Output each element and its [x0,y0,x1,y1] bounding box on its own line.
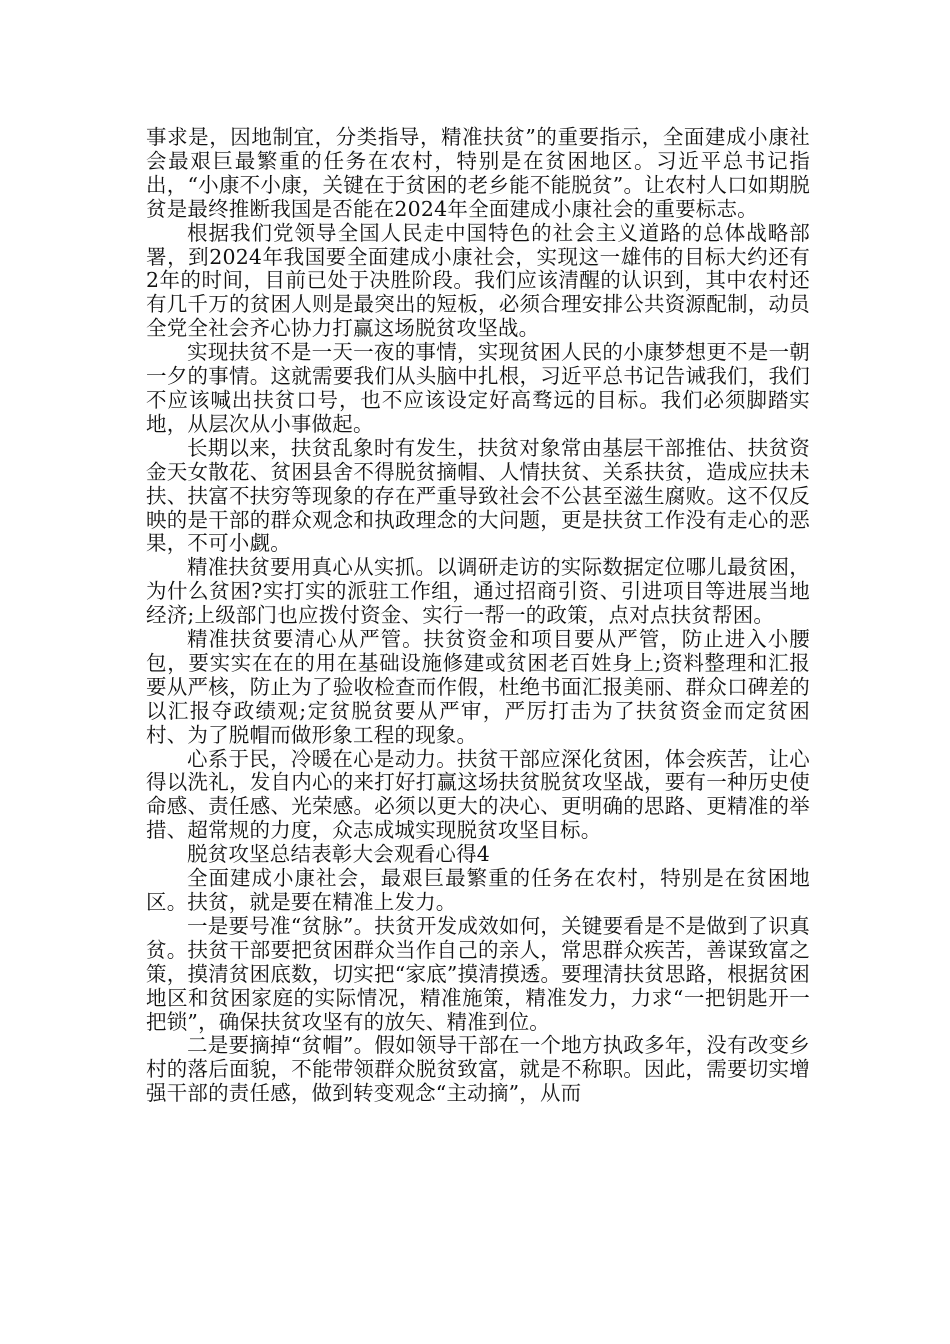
paragraph: 二是要摘掉“贫帽”。假如领导干部在一个地方执政多年，没有改变乡村的落后面貌，不能带领群众脱贫致富，就是不称职。因此，需要切实增强干部的责任感，做到转变观念“主动摘”，从而 [146,1033,810,1106]
paragraph: 实现扶贫不是一天一夜的事情，实现贫困人民的小康梦想更不是一朝一夕的事情。这就需要我们从头脑中扎根，习近平总书记告诫我们，我们不应该喊出扶贫口号，也不应该设定好高骛远的目标。我们必须脚踏实地，从层次从小事做起。 [146,340,810,436]
paragraph: 根据我们党领导全国人民走中国特色的社会主义道路的总体战略部署，到2024年我国要全面建成小康社会，实现这一雄伟的目标大约还有2年的时间，目前已处于决胜阶段。我们应该清醒的认识到，其中农村还有几千万的贫困人则是最突出的短板，必须合理安排公共资源配制，动员全党全社会齐心协力打赢这场脱贫攻坚战。 [146,220,810,341]
paragraph: 心系于民，冷暖在心是动力。扶贫干部应深化贫困，体会疾苦，让心得以洗礼，发自内心的来打好打赢这场扶贫脱贫攻坚战，要有一种历史使命感、责任感、光荣感。必须以更大的决心、更明确的思路、更精准的举措、超常规的力度，众志成城实现脱贫攻坚目标。 [146,746,810,843]
paragraph: 精准扶贫要用真心从实抓。以调研走访的实际数据定位哪儿最贫困，为什么贫困?实打实的派驻工作组，通过招商引资、引进项目等进展当地经济;上级部门也应拨付资金、实行一帮一的政策，点对点扶贫帮困。 [146,555,810,628]
paragraph: 全面建成小康社会，最艰巨最繁重的任务在农村，特别是在贫困地区。扶贫，就是要在精准上发力。 [146,866,810,914]
section-heading: 脱贫攻坚总结表彰大会观看心得4 [187,842,491,867]
paragraph: 精准扶贫要清心从严管。扶贫资金和项目要从严管，防止进入小腰包，要实实在在的用在基础设施修建或贫困老百姓身上;资料整理和汇报要从严核，防止为了验收检查而作假，杜绝书面汇报美丽、群众口碑差的以汇报夺政绩观;定贫脱贫要从严审，严厉打击为了扶贫资金而定贫困村、为了脱帽而做形象工程的现象。 [146,627,810,747]
paragraph: 事求是，因地制宜，分类指导，精准扶贫”的重要指示，全面建成小康社会最艰巨最繁重的任务在农村，特别是在贫困地区。习近平总书记指出，“小康不小康，关键在于贫困的老乡能不能脱贫”。让农村人口如期脱贫是最终推断我国是否能在2024年全面建成小康社会的重要标志。 [146,125,810,221]
document-body [146,126,810,1106]
paragraph: 一是要号准“贫脉”。扶贫开发成效如何，关键要看是不是做到了识真贫。扶贫干部要把贫困群众当作自己的亲人，常思群众疾苦，善谋致富之策，摸清贫困底数，切实把“家底”摸清摸透。要理清扶贫思路，根据贫困地区和贫困家庭的实际情况，精准施策，精准发力，力求“一把钥匙开一把锁”，确保扶贫攻坚有的放矢、精准到位。 [146,913,810,1034]
paragraph: 长期以来，扶贫乱象时有发生，扶贫对象常由基层干部推估、扶贫资金天女散花、贫困县舍不得脱贫摘帽、人情扶贫、关系扶贫，造成应扶未扶、扶富不扶穷等现象的存在严重导致社会不公甚至滋生腐败。这不仅反映的是干部的群众观念和执政理念的大问题，更是扶贫工作没有走心的恶果，不可小觑。 [146,435,810,556]
